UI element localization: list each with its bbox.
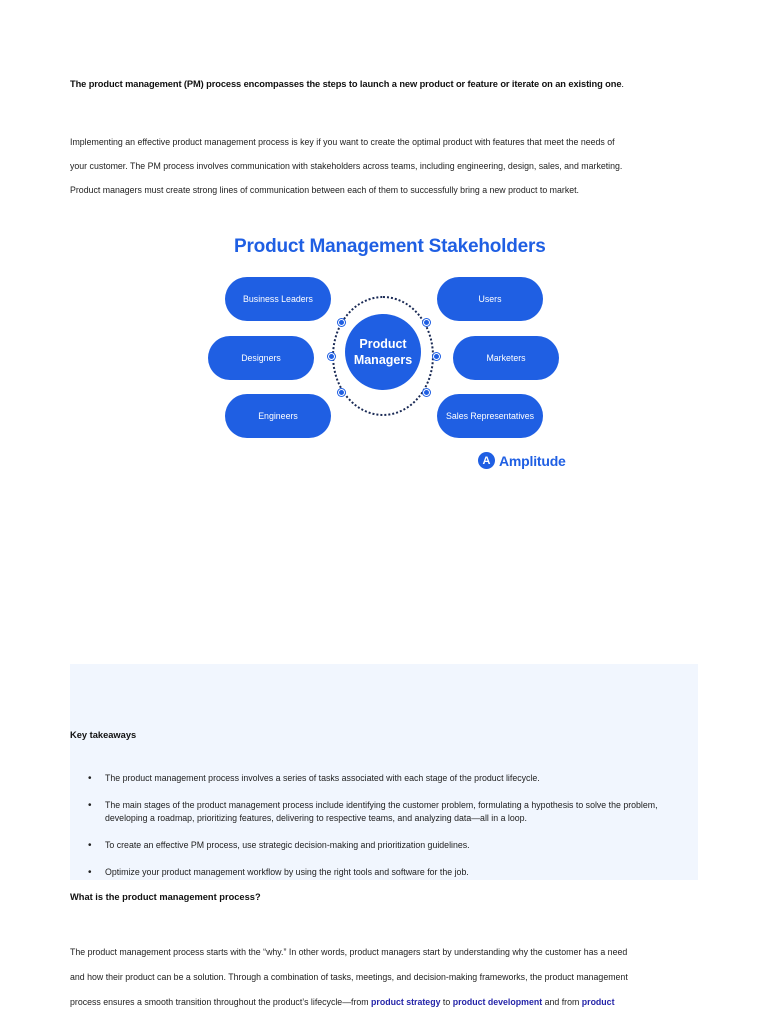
takeaways-heading: Key takeaways (70, 730, 137, 740)
pill-label: Engineers (258, 411, 298, 421)
pill-sales-representatives (437, 394, 543, 438)
product-strategy-link[interactable]: product strategy (371, 997, 441, 1007)
center-product-managers (345, 314, 421, 390)
diagram-title: Product Management Stakeholders (234, 236, 546, 257)
takeaways-list (88, 772, 688, 893)
connector-node (423, 389, 430, 396)
pill-users (437, 277, 543, 321)
text-segment: process ensures a smooth transition throughout the product’s lifecycle—from (70, 997, 372, 1007)
paragraph-line: Implementing an effective product management process is key if you want to create the optimal product with features that meet the needs of (70, 137, 615, 147)
center-label-line2: Managers (353, 353, 413, 367)
list-item: • To create an effective PM process, use strategic decision-making and prioritization guidelines. (88, 839, 688, 852)
paragraph-line: The product management process starts with the “why.” In other words, product managers start by understanding why the customer has a need (70, 947, 628, 957)
center-label-line1: Product (359, 337, 407, 351)
intro-period: . (621, 79, 624, 89)
intro-statement (70, 79, 710, 89)
connector-node (433, 353, 440, 360)
pill-engineers (225, 394, 331, 438)
connector-node (338, 319, 345, 326)
pill-label: Marketers (486, 353, 526, 363)
paragraph-line-with-links (70, 990, 720, 1015)
process-paragraph (70, 940, 720, 1015)
paragraph-line: your customer. The PM process involves communication with stakeholders across teams, including engineering, design, sales, and marketing. (70, 161, 623, 171)
stakeholders-diagram (200, 232, 570, 482)
connector-node (338, 389, 345, 396)
connector-node (328, 353, 335, 360)
section-heading: What is the product management process? (70, 892, 261, 902)
product-development-link[interactable]: product development (452, 997, 543, 1007)
intro-paragraph (70, 130, 720, 202)
pill-business-leaders (225, 277, 331, 321)
brand-name: Amplitude (499, 452, 566, 469)
amplitude-brand (478, 452, 566, 469)
pill-marketers (453, 336, 559, 380)
pill-label: Sales Representatives (445, 411, 535, 421)
product-link[interactable]: product (581, 997, 615, 1007)
pill-designers (208, 336, 314, 380)
list-item: • The product management process involves a series of tasks associated with each stage of the product lifecycle. (88, 772, 688, 785)
amplitude-logo-icon: A (478, 452, 495, 469)
pill-label: Business Leaders (243, 294, 313, 304)
list-item: • Optimize your product management workflow by using the right tools and software for the job. (88, 866, 688, 879)
text-segment: and from (542, 997, 582, 1007)
pill-label: Designers (241, 353, 281, 363)
intro-bold-text: The product management (PM) process encompasses the steps to launch a new product or feature or iterate on an existing one (70, 79, 622, 89)
paragraph-line: Product managers must create strong lines of communication between each of them to successfully bring a new product to market. (70, 185, 580, 195)
connector-node (423, 319, 430, 326)
text-segment: to (440, 997, 453, 1007)
pill-label: Users (478, 294, 502, 304)
paragraph-line: and how their product can be a solution. Through a combination of tasks, meetings, and decision-making frameworks, the product management (70, 972, 628, 982)
list-item: • The main stages of the product management process include identifying the customer problem, formulating a hypothesis to solve the problem, developing a roadmap, prioritizing features, delivering to respective teams, and analyzing data—all in a loop. (88, 799, 688, 825)
